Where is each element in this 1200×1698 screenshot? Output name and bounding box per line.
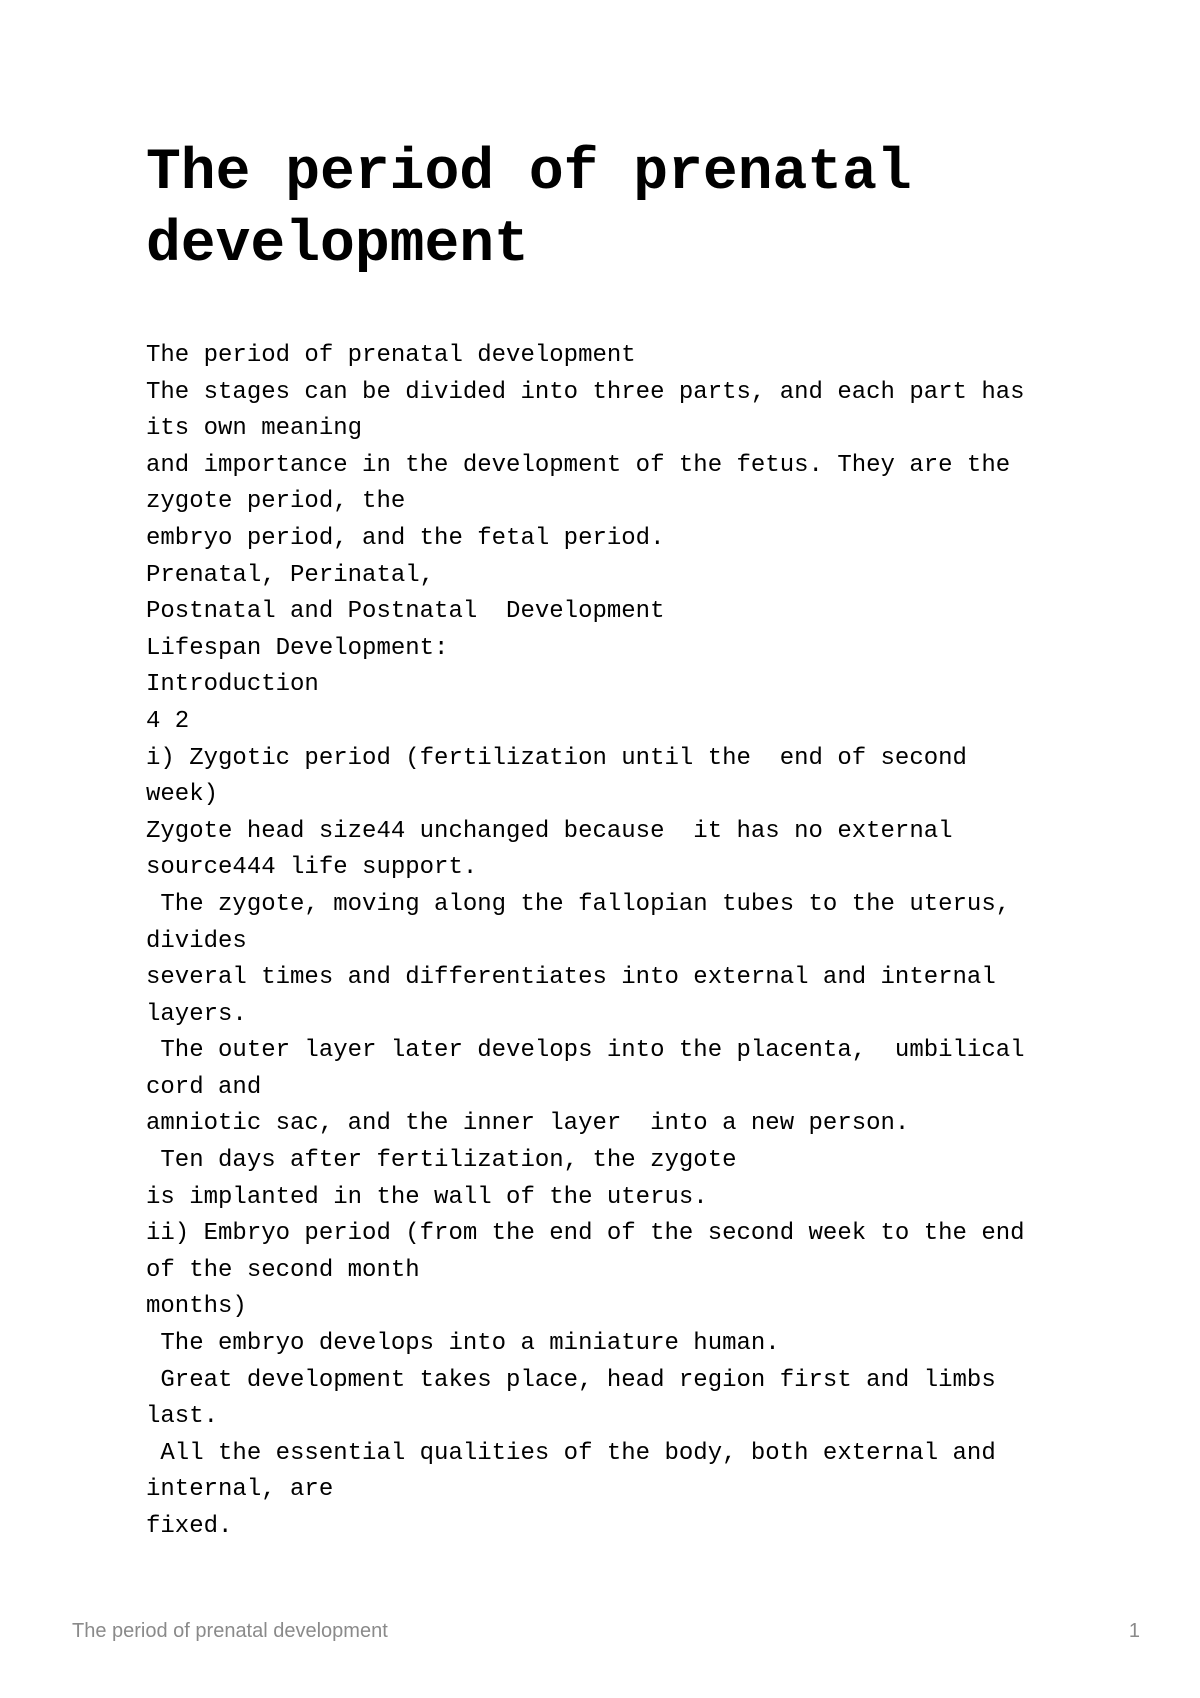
- body-line: Prenatal, Perinatal,: [146, 561, 435, 589]
- body-line: divides: [146, 927, 247, 955]
- body-line: several times and differentiates into external and internal: [146, 964, 996, 992]
- body-line: its own meaning: [146, 415, 363, 443]
- body-line: internal, are: [146, 1476, 334, 1504]
- body-line: Introduction: [146, 671, 319, 699]
- body-line: Postnatal and Postnatal Development: [146, 598, 665, 626]
- body-line: embryo period, and the fetal period.: [146, 524, 665, 552]
- body-line: of the second month: [146, 1256, 420, 1284]
- body-line: The outer layer later develops into the placenta, umbilical: [146, 1037, 1025, 1065]
- body-line: The zygote, moving along the fallopian tubes to the uterus,: [146, 890, 1011, 918]
- body-line: fixed.: [146, 1513, 233, 1540]
- body-line: Zygote head size44 unchanged because it has no external: [146, 817, 953, 845]
- page-number: 1: [1128, 1620, 1140, 1642]
- body-line: The embryo develops into a miniature human.: [146, 1330, 780, 1358]
- body-line: and importance in the development of the fetus. They are the: [146, 451, 1011, 479]
- body-line: ii) Embryo period (from the end of the second week to the end: [146, 1220, 1025, 1248]
- footer-title: The period of prenatal development: [72, 1620, 388, 1642]
- body-line: source444 life support.: [146, 854, 478, 882]
- body-line: Lifespan Development:: [146, 634, 449, 662]
- body-line: cord and: [146, 1073, 262, 1101]
- body-line: is implanted in the wall of the uterus.: [146, 1183, 708, 1211]
- document-body: [146, 338, 1106, 1546]
- body-line: months): [146, 1293, 247, 1321]
- body-line: amniotic sac, and the inner layer into a new person.: [146, 1110, 910, 1138]
- body-line: 4 2: [146, 707, 190, 735]
- body-line: Ten days after fertilization, the zygote: [146, 1147, 737, 1175]
- body-line: i) Zygotic period (fertilization until the end of second: [146, 744, 967, 772]
- body-line: The period of prenatal development: [146, 342, 636, 369]
- body-line: week): [146, 781, 219, 809]
- body-line: The stages can be divided into three parts, and each part has: [146, 378, 1025, 406]
- document-title: The period of prenatal development: [146, 141, 912, 278]
- body-line: All the essential qualities of the body, both external and: [146, 1439, 996, 1467]
- body-line: zygote period, the: [146, 488, 406, 516]
- body-line: last.: [146, 1403, 219, 1431]
- body-line: layers.: [146, 1000, 247, 1028]
- body-line: Great development takes place, head region first and limbs: [146, 1366, 996, 1394]
